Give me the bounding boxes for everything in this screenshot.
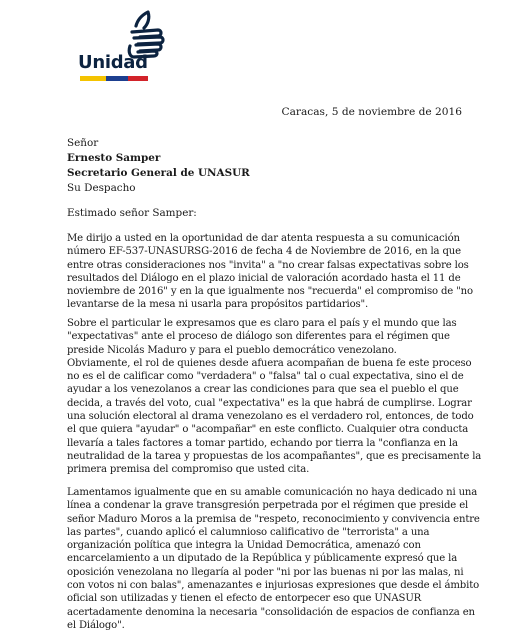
paragraph-line: con votos ni con balas", amenazantes e injuriosas expresiones que desde el ámbito (67, 580, 480, 592)
paragraph-3 (67, 486, 480, 632)
logo-text: Unidad (78, 52, 148, 73)
paragraph-line: entre otras consideraciones nos "invita" a "no crear falsas expectativas sobre los (67, 259, 469, 271)
paragraph-line: oficial son utilizadas y tienen el efecto de entorpecer eso que UNASUR (67, 593, 422, 605)
paragraph-line: primera premisa del compromiso que usted cita. (67, 464, 310, 476)
paragraph-line: Sobre el particular le expresamos que es claro para el país y el mundo que las (67, 318, 457, 329)
recipient-block (67, 136, 250, 196)
recipient-office: Su Despacho (67, 182, 136, 194)
recipient-salutation: Señor (67, 137, 99, 149)
paragraph-line: el Diálogo". (67, 619, 125, 631)
paragraph-line: las partes", cuando aplicó el calumnioso calificativo de "terrorista" a una (67, 526, 430, 538)
recipient-title: Secretario General de UNASUR (67, 167, 250, 179)
paragraph-line: oposición venezolana no llegaría al poder "ni por las buenas ni por las malas, ni (67, 566, 464, 578)
paragraph-line: Obviamente, el rol de quienes desde afuera acompañan de buena fe este proceso (67, 357, 472, 369)
paragraph-line: resultados del Diálogo en el plazo inicial de valoración acordado hasta el 11 de (67, 272, 461, 284)
paragraph-line: una solución electoral al drama venezolano es el verdadero rol, entonces, de todo (67, 411, 474, 423)
paragraph-1 (67, 232, 473, 312)
paragraph-line: Lamentamos igualmente que en su amable comunicación no haya dedicado ni una (67, 487, 478, 498)
paragraph-line: neutralidad de la tarea y propuestas de los acompañantes", que es precisamente la (67, 450, 482, 462)
paragraph-line: encarcelamiento a un diputado de la República y públicamente expresó que la (67, 553, 458, 565)
paragraph-line: llevaría a tales factores a tomar partido, echando por tierra la "confianza en la (67, 437, 458, 449)
paragraph-line: señor Maduro Moros a la premisa de "respeto, reconocimiento y convivencia entre (67, 513, 480, 525)
recipient-name: Ernesto Samper (67, 152, 161, 164)
paragraph-2 (67, 317, 482, 477)
paragraph-line: número EF-537-UNASURSG-2016 de fecha 4 de Noviembre de 2016, en la que (67, 246, 461, 258)
paragraph-line: no es el de calificar como "verdadera" o "falsa" tal o cual expectativa, sino el de (67, 371, 464, 383)
paragraph-line: acertadamente denomina la necesaria "consolidación de espacios de confianza en (67, 606, 475, 618)
unidad-logo (74, 8, 184, 84)
paragraph-line: "expectativas" ante el proceso de diálogo son diferentes para el régimen que (67, 331, 450, 343)
paragraph-line: preside Nicolás Maduro y para el pueblo democrático venezolano. (67, 344, 397, 356)
paragraph-line: el que quiera "ayudar" o "acompañar" en este conflicto. Cualquier otra conducta (67, 424, 469, 436)
paragraph-line: levantarse de la mesa ni usarla para propósitos partidarios". (67, 299, 369, 311)
paragraph-line: Me dirijo a usted en la oportunidad de dar atenta respuesta a su comunicación (67, 233, 460, 244)
letter-date: Caracas, 5 de noviembre de 2016 (281, 106, 462, 118)
logo-flag-stripes (80, 76, 148, 82)
paragraph-line: noviembre de 2016" y en la que igualmente nos "recuerda" el compromiso de "no (67, 286, 473, 298)
letter-greeting: Estimado señor Samper: (67, 207, 197, 219)
paragraph-line: organización política que integra la Unidad Democrática, amenazó con (67, 540, 421, 552)
paragraph-line: ayudar a los venezolanos a crear las condiciones para que sea el pueblo el que (67, 384, 459, 396)
paragraph-line: línea a condenar la grave transgresión perpetrada por el régimen que preside el (67, 500, 469, 512)
paragraph-line: decida, a través del voto, cual "expectativa" es la que habrá de cumplirse. Lograr (67, 397, 472, 409)
